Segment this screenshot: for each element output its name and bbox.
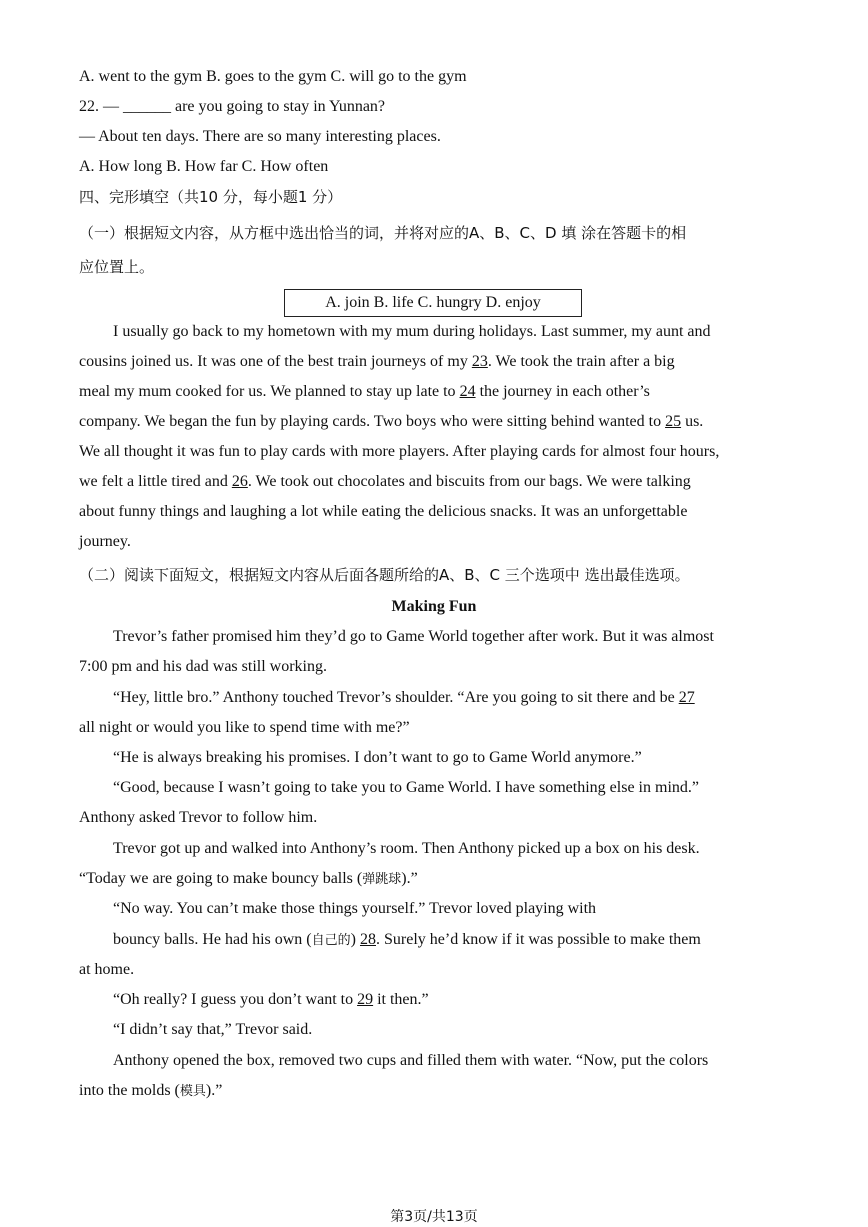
blank-24: 24 [459,383,476,400]
passage2-line: “I didn’t say that,” Trevor said. [113,1021,313,1038]
passage1-line: cousins joined us. It was one of the best train journeys of my 23. We took the train after a big [79,353,675,370]
passage2-line: into the molds (模具).” [79,1082,223,1099]
passage1-line: journey. [79,533,131,550]
passage1-line: about funny things and laughing a lot while eating the delicious snacks. It was an unforgettable [79,503,688,520]
passage1-line: meal my mum cooked for us. We planned to stay up late to 24 the journey in each other’s [79,383,650,400]
blank-23: 23 [471,353,488,370]
q21-options: A. went to the gym B. goes to the gym C. will go to the gym [79,68,467,85]
passage2-line: Trevor’s father promised him they’d go to Game World together after work. But it was almost [113,628,714,645]
passage2-line: 7:00 pm and his dad was still working. [79,658,327,675]
blank-26: 26 [231,473,248,490]
passage2-line: bouncy balls. He had his own (自己的) 28. Surely he’d know if it was possible to make them [113,931,701,948]
blank-29: 29 [357,991,374,1008]
passage2-line: Anthony asked Trevor to follow him. [79,809,318,826]
blank-27: 27 [678,689,695,706]
q22-answer: — About ten days. There are so many interesting places. [79,128,441,145]
passage2-line: “He is always breaking his promises. I don’t want to go to Game World anymore.” [113,749,642,766]
part1-instruction-cont: 应位置上。 [79,258,155,276]
passage2-line: “Oh really? I guess you don’t want to 29 it then.” [113,991,429,1008]
blank-28: 28 [359,931,376,948]
passage2-title: Making Fun [391,598,477,615]
part1-instruction: （一）根据短文内容，从方框中选出恰当的词，并将对应的A、B、C、D 填 涂在答题卡的相 [79,224,687,242]
passage2-line: at home. [79,961,135,978]
passage2-line: “Good, because I wasn’t going to take you to Game World. I have something else in mind.” [113,779,699,796]
passage1-line: We all thought it was fun to play cards with more players. After playing cards for almost four hours, [79,443,720,460]
passage2-line: Trevor got up and walked into Anthony’s room. Then Anthony picked up a box on his desk. [113,840,700,857]
q22-options: A. How long B. How far C. How often [79,158,329,175]
passage1-line: I usually go back to my hometown with my mum during holidays. Last summer, my aunt and [113,323,711,340]
word-box: A. join B. life C. hungry D. enjoy [284,289,582,317]
passage1-line: we felt a little tired and 26. We took out chocolates and biscuits from our bags. We were talking [79,473,691,490]
q22-prompt: 22. — ______ are you going to stay in Yunnan? [79,98,386,115]
passage2-line: “No way. You can’t make those things yourself.” Trevor loved playing with [113,900,597,917]
blank-25: 25 [665,413,682,430]
part2-instruction: （二）阅读下面短文，根据短文内容从后面各题所给的A、B、C 三个选项中 选出最佳选项。 [79,566,690,584]
section-heading: 四、完形填空（共10 分，每小题1 分） [79,188,343,206]
passage2-line: “Today we are going to make bouncy balls (弹跳球).” [79,870,418,887]
passage2-line: Anthony opened the box, removed two cups and filled them with water. “Now, put the colors [113,1052,709,1069]
passage1-line: company. We began the fun by playing cards. Two boys who were sitting behind wanted to 25 us. [79,413,704,430]
page-footer: 第3页/共13页 [390,1209,478,1225]
passage2-line: all night or would you like to spend time with me?” [79,719,410,736]
passage2-line: “Hey, little bro.” Anthony touched Trevor’s shoulder. “Are you going to sit there and be 27 [113,689,695,706]
